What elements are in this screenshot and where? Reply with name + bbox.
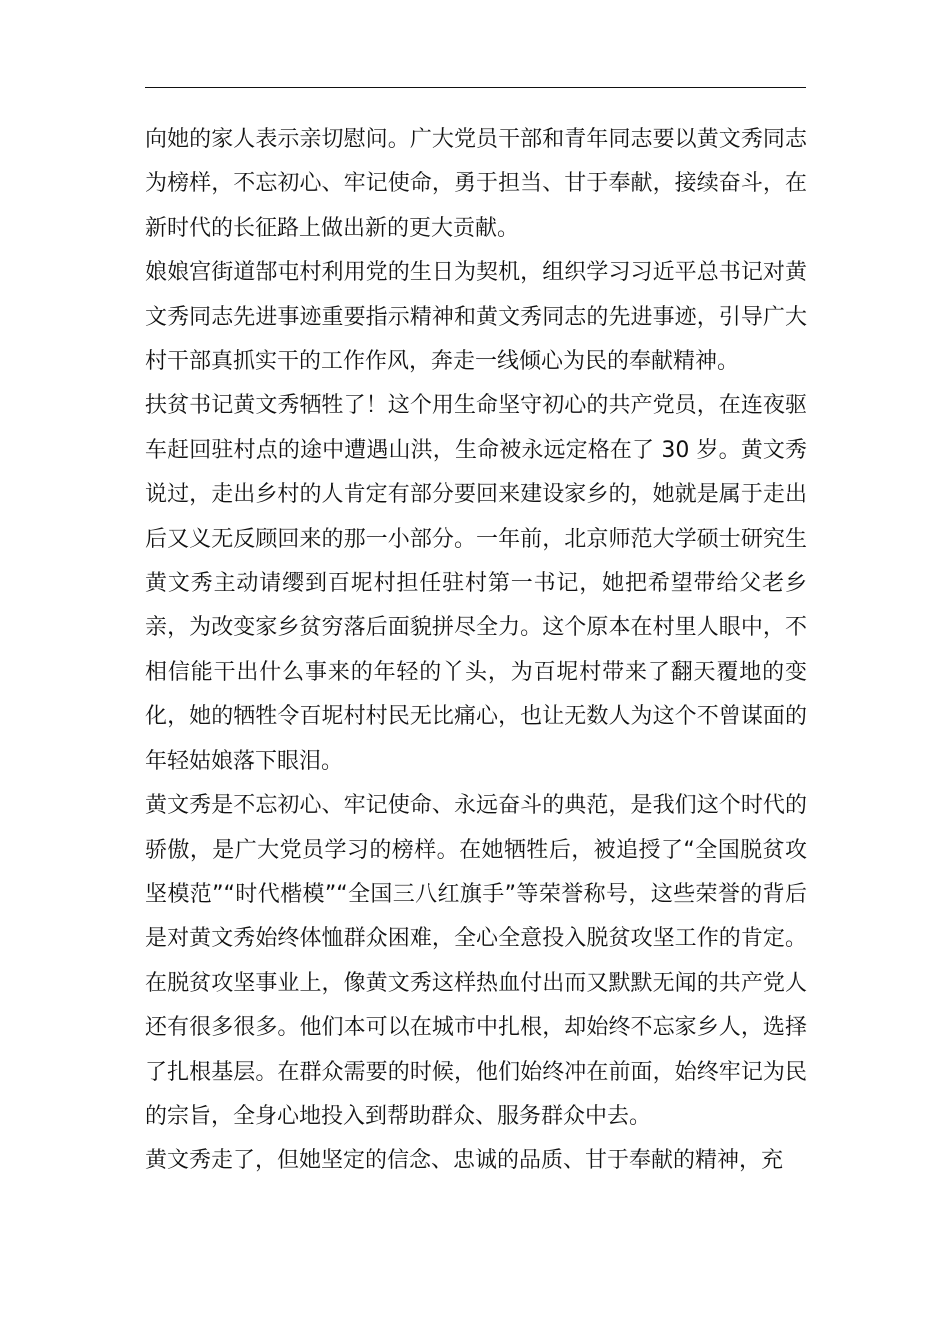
paragraph: 黄文秀走了，但她坚定的信念、忠诚的品质、甘于奉献的精神，充 (145, 1148, 784, 1174)
paragraph: 黄文秀是不忘初心、牢记使命、永远奋斗的典范，是我们这个时代的骄傲，是广大党员学习的榜样。在她牺牲后，被追授了“全国脱贫攻坚模范”“时代楷模”“全国三八红旗手”等荣誉称号，这些荣誉的背后是对黄文秀始终体恤群众困难，全心全意投入脱贫攻坚工作的肯定。在脱贫攻坚事业上，像黄文秀这样热血付出而又默默无闻的共产党人还有很多很多。他们本可以在城市中扎根，却始终不忘家乡人，选择了扎根基层。在群众需要的时候，他们始终冲在前面，始终牢记为民的宗旨，全身心地投入到帮助群众、服务群众中去。 (145, 793, 807, 1129)
document-body (145, 118, 807, 1184)
paragraph: 娘娘宫街道郜屯村利用党的生日为契机，组织学习习近平总书记对黄文秀同志先进事迹重要指示精神和黄文秀同志的先进事迹，引导广大村干部真抓实干的工作作风，奔走一线倾心为民的奉献精神。 (145, 260, 807, 375)
paragraph: 向她的家人表示亲切慰问。广大党员干部和青年同志要以黄文秀同志为榜样，不忘初心、牢记使命，勇于担当、甘于奉献，接续奋斗，在新时代的长征路上做出新的更大贡献。 (145, 127, 807, 241)
paragraph: 扶贫书记黄文秀牺牲了！这个用生命坚守初心的共产党员，在连夜驱车赶回驻村点的途中遭遇山洪，生命被永远定格在了 30 岁。黄文秀说过，走出乡村的人肯定有部分要回来建设家乡的，她就是属于走出后又义无反顾回来的那一小部分。一年前，北京师范大学硕士研究生黄文秀主动请缨到百坭村担任驻村第一书记，她把希望带给父老乡亲，为改变家乡贫穷落后面貌拼尽全力。这个原本在村里人眼中，不相信能干出什么事来的年轻的丫头，为百坭村带来了翻天覆地的变化，她的牺牲令百坭村村民无比痛心，也让无数人为这个不曾谋面的年轻姑娘落下眼泪。 (145, 393, 807, 774)
header-rule (145, 87, 806, 88)
